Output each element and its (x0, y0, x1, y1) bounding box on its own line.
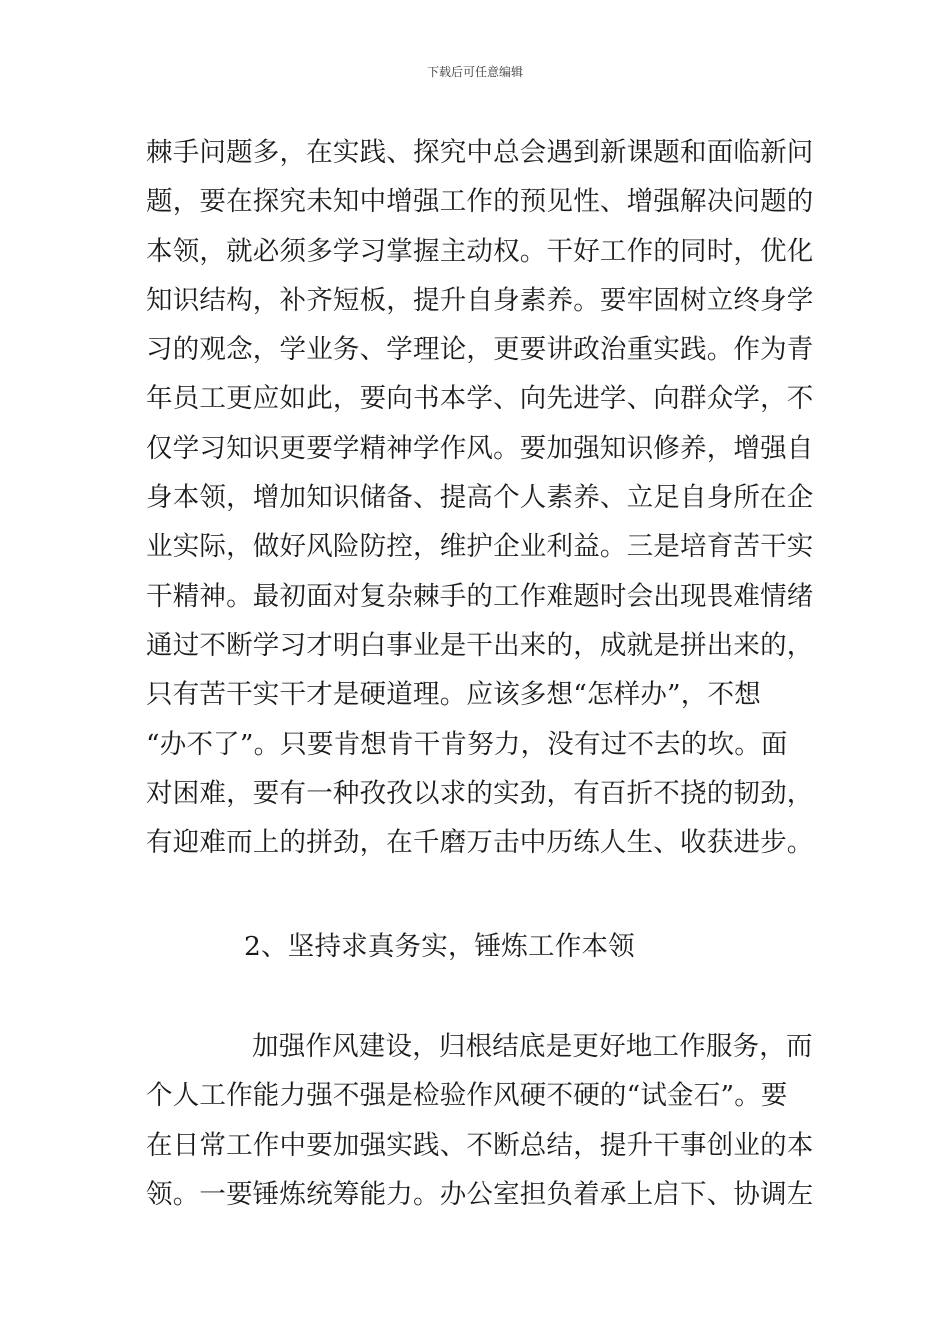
text-line: 加强作风建设，归根结底是更好地工作服务，而 (252, 1031, 813, 1062)
text-line: 仅学习知识更要学精神学作风。要加强知识修养，增强自 (146, 432, 814, 464)
text-line: 领。一要锤炼统筹能力。办公室担负着承上启下、协调左 (146, 1178, 814, 1210)
text-line: 棘手问题多，在实践、探究中总会遇到新课题和面临新问 (146, 137, 814, 168)
text-line: 业实际，做好风险防控，维护企业利益。三是培育苦干实 (146, 531, 814, 563)
text-line: 在日常工作中要加强实践、不断总结，提升干事创业的本 (146, 1129, 814, 1161)
paragraph (146, 1022, 826, 1219)
text-line: 通过不断学习才明白事业是干出来的，成就是拼出来的， (146, 629, 814, 661)
text-line: 个人工作能力强不强是检验作风硬不硬的“试金石”。要 (146, 1080, 788, 1112)
paragraph-continued (146, 128, 826, 867)
page-header: 下载后可任意编辑 (426, 65, 523, 79)
section-heading (146, 922, 826, 971)
text-line: 有迎难而上的拼劲，在千磨万击中历练人生、收获进步。 (146, 827, 814, 859)
text-line: 只有苦干实干才是硬道理。应该多想“怎样办”，不想 (146, 679, 761, 711)
text-line: 对困难，要有一种孜孜以求的实劲，有百折不挠的韧劲， (146, 777, 814, 809)
text-line: 身本领，增加知识储备、提高个人素养、立足自身所在企 (146, 482, 814, 514)
section-heading-text: 2、坚持求真务实，锤炼工作本领 (244, 931, 635, 962)
text-line: “办不了”。只要肯想肯干肯努力，没有过不去的坎。面 (146, 728, 788, 760)
text-line: 年员工更应如此，要向书本学、向先进学、向群众学，不 (146, 383, 814, 415)
text-line: 知识结构，补齐短板，提升自身素养。要牢固树立终身学 (146, 284, 814, 316)
text-line: 干精神。最初面对复杂棘手的工作难题时会出现畏难情绪 (146, 580, 814, 612)
text-line: 习的观念，学业务、学理论，更要讲政治重实践。作为青 (146, 334, 814, 366)
text-line: 题，要在探究未知中增强工作的预见性、增强解决问题的 (146, 186, 814, 218)
text-line: 本领，就必须多学习掌握主动权。干好工作的同时，优化 (146, 235, 814, 267)
